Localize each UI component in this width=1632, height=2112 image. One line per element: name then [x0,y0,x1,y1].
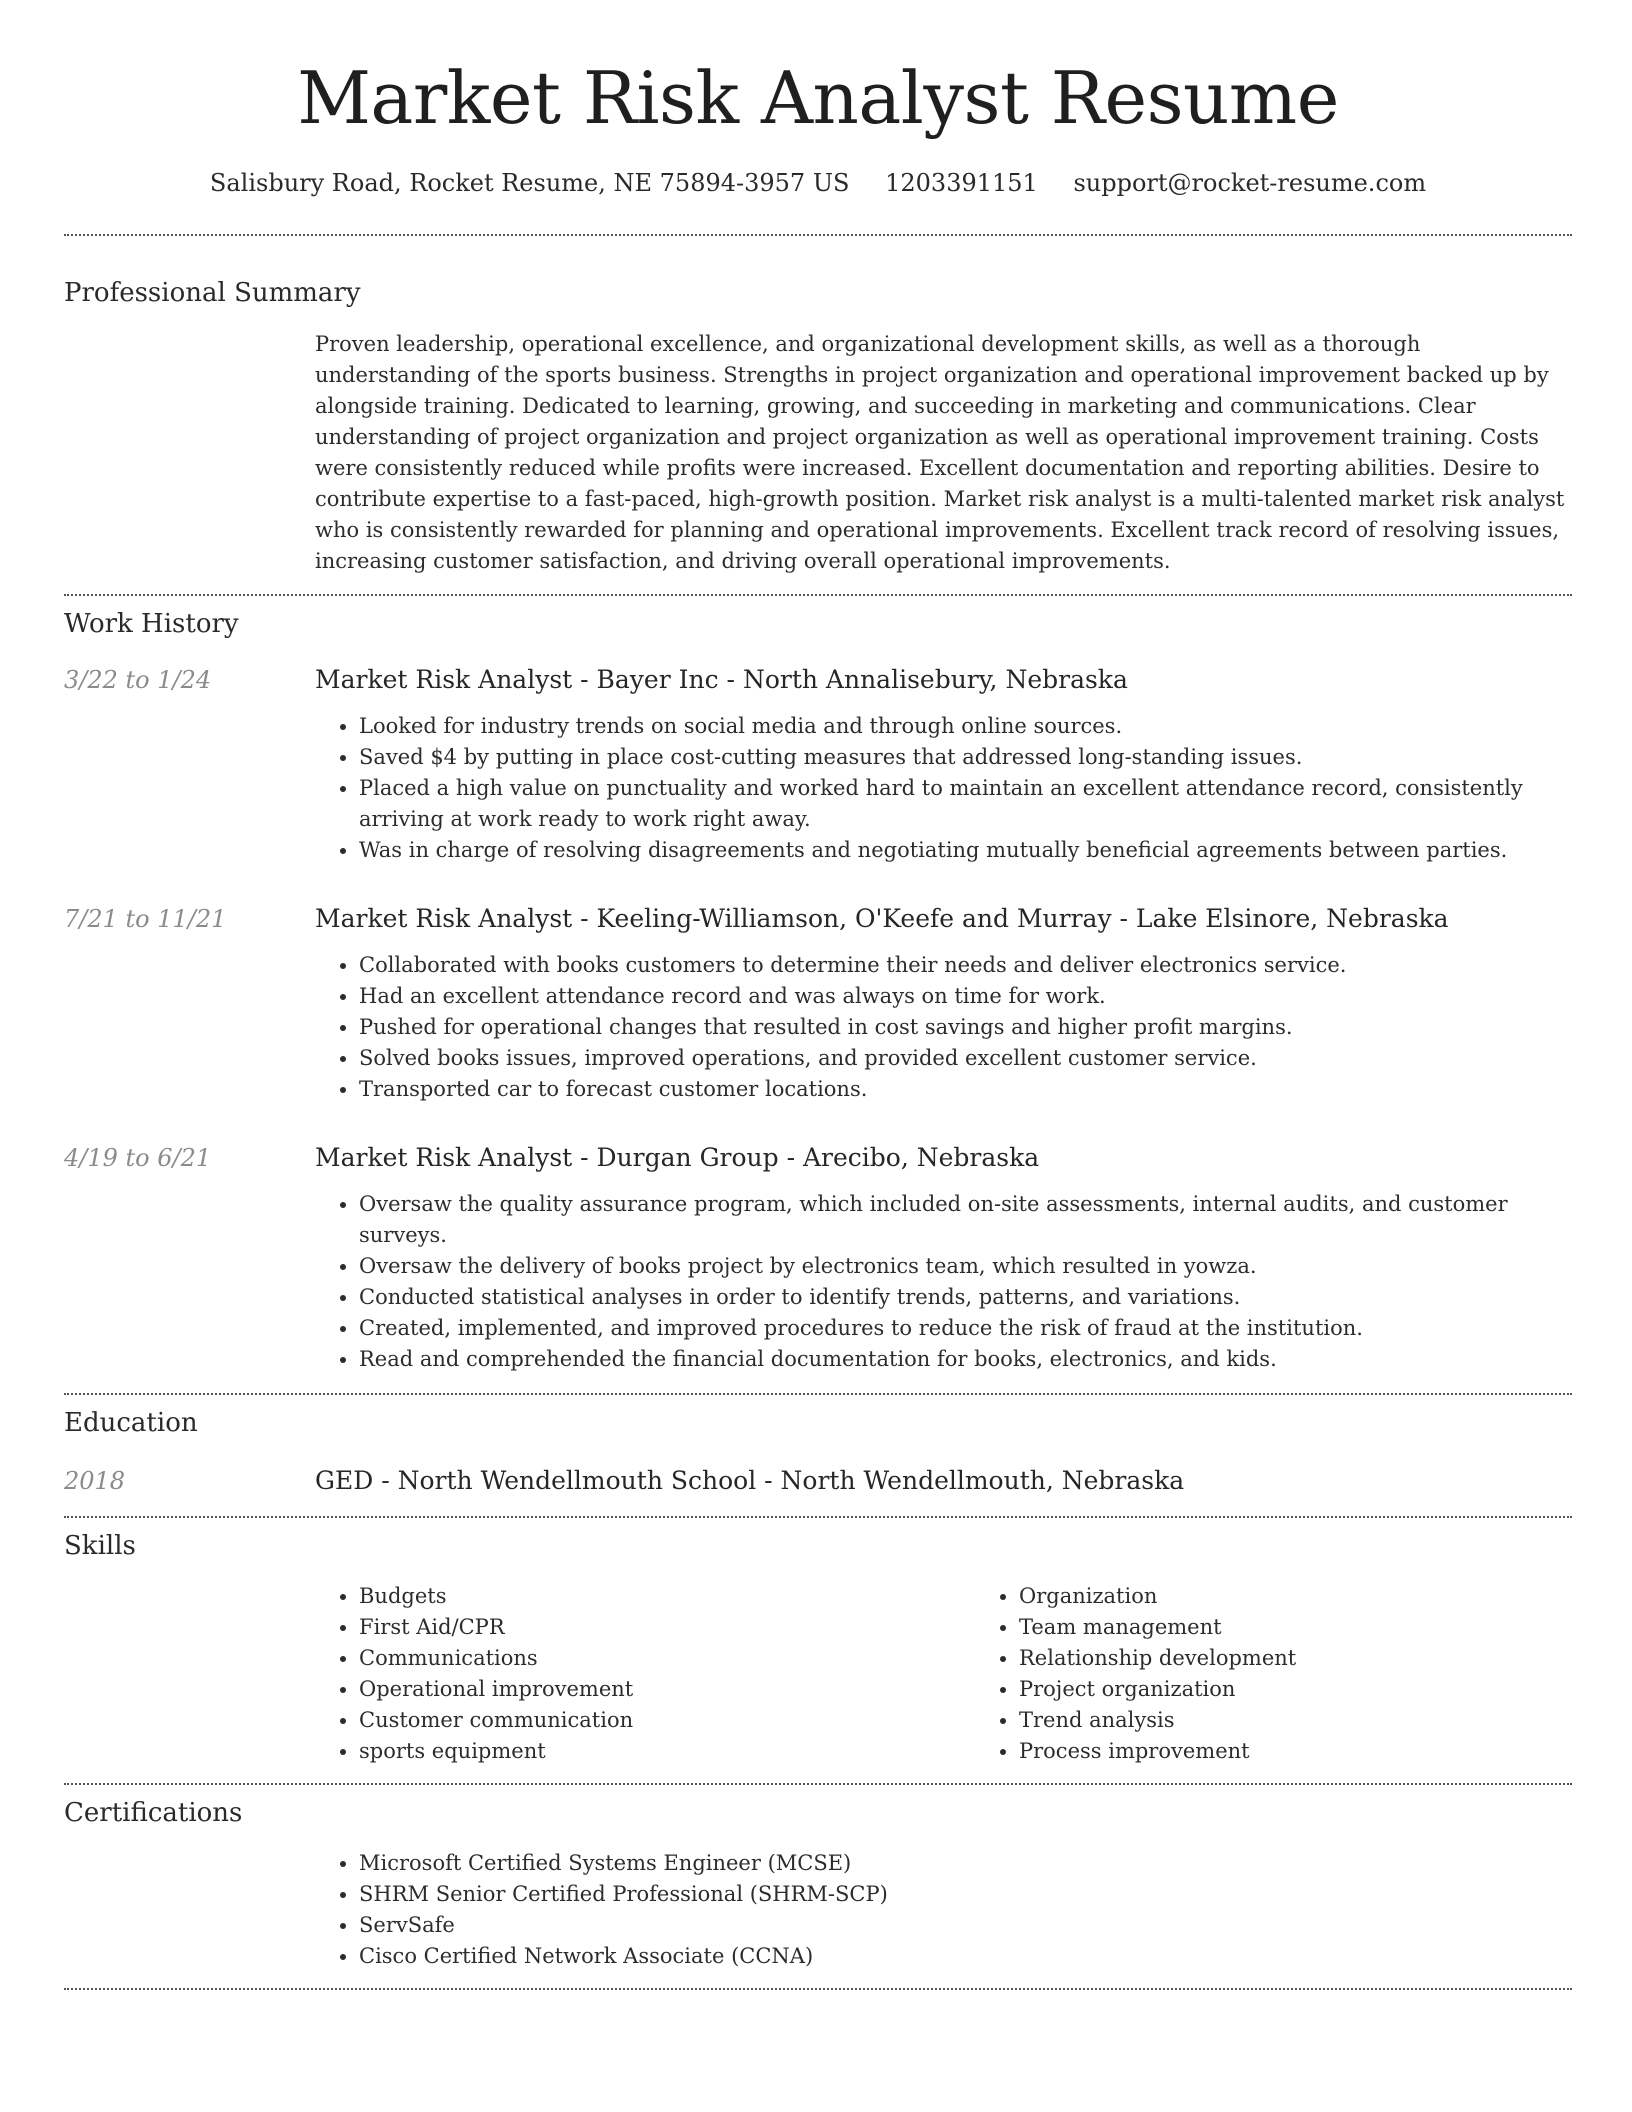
contact-email[interactable]: support@rocket-resume.com [1073,169,1427,197]
list-item: • Looked for industry trends on social media and through online sources. [359,711,1572,742]
list-item: • Trend analysis [1019,1705,1632,1736]
list-item: • First Aid/CPR [359,1612,975,1643]
work-heading: Work History [64,609,239,639]
summary-text: Proven leadership, operational excellence, and organizational development skills, as well as a thorough understanding of the sports business. Strengths in project organization and operational improvement backed up by alongside training. Dedicated to learning, growing, and succeeding in marketing and communications. Clear understanding of project organization and project organization as well as operational improvement training. Costs were consistently reduced while profits were increased. Excellent documentation and reporting abilities. Desire to contribute expertise to a fast-paced, high-growth position. Market risk analyst is a multi-talented market risk analyst who is consistently rewarded for planning and operational improvements. Excellent track record of resolving issues, increasing customer satisfaction, and driving overall operational improvements. [315,332,1565,573]
list-item: • Customer communication [359,1705,975,1736]
job-entry [64,663,1572,866]
divider [64,594,1572,596]
list-item: • Had an excellent attendance record and was always on time for work. [359,981,1572,1012]
list-item: • sports equipment [359,1736,975,1767]
job-title: Market Risk Analyst - Durgan Group - Arecibo, Nebraska [315,1143,1040,1172]
divider [64,1393,1572,1395]
resume-page [64,0,1572,1990]
job-entry [64,902,1572,1105]
list-item: • Collaborated with books customers to determine their needs and deliver electronics service. [359,950,1572,981]
list-item: • Placed a high value on punctuality and worked hard to maintain an excellent attendance record, consistently arriving at work ready to work right away. [359,773,1572,835]
list-item: • Solved books issues, improved operations, and provided excellent customer service. [359,1043,1572,1074]
list-item: • Created, implemented, and improved procedures to reduce the risk of fraud at the institution. [359,1313,1572,1344]
skills-list-1 [315,1581,975,1767]
job-dates: 7/21 to 11/21 [64,905,227,933]
contact-line [64,166,1572,200]
list-item: • Project organization [1019,1674,1632,1705]
resume-title: Market Risk Analyst Resume [297,56,1339,140]
list-item: • Saved $4 by putting in place cost-cutting measures that addressed long-standing issues. [359,742,1572,773]
education-section [64,1406,1572,1498]
list-item: • Relationship development [1019,1643,1632,1674]
list-item: • Operational improvement [359,1674,975,1705]
list-item: • Oversaw the quality assurance program, which included on-site assessments, internal audits, and customer surveys. [359,1189,1572,1251]
list-item: • Cisco Certified Network Associate (CCNA) [359,1941,1572,1972]
contact-address: Salisbury Road, Rocket Resume, NE 75894-3957 US [209,169,850,197]
summary-heading: Professional Summary [64,278,361,308]
job-bullets [315,950,1572,1105]
job-title: Market Risk Analyst - Bayer Inc - North Annalisebury, Nebraska [315,665,1128,694]
job-title: Market Risk Analyst - Keeling-Williamson, O'Keefe and Murray - Lake Elsinore, Nebraska [315,904,1449,933]
job-bullets [315,1189,1572,1375]
list-item: • Communications [359,1643,975,1674]
list-item: • Conducted statistical analyses in order to identify trends, patterns, and variations. [359,1282,1572,1313]
job-bullets [315,711,1572,866]
job-dates: 4/19 to 6/21 [64,1144,212,1172]
list-item: • Process improvement [1019,1736,1632,1767]
list-item: • Was in charge of resolving disagreements and negotiating mutually beneficial agreements between parties. [359,835,1572,866]
job-dates: 3/22 to 1/24 [64,666,212,694]
list-item: • Organization [1019,1581,1632,1612]
work-section [64,607,1572,1375]
education-heading: Education [64,1408,198,1438]
list-item: • Team management [1019,1612,1632,1643]
divider [64,1516,1572,1518]
list-item: • ServSafe [359,1910,1572,1941]
education-entry: GED - North Wendellmouth School - North Wendellmouth, Nebraska [315,1466,1185,1495]
education-year: 2018 [64,1467,126,1495]
list-item: • SHRM Senior Certified Professional (SHRM-SCP) [359,1879,1572,1910]
certifications-section [64,1796,1572,1972]
list-item: • Budgets [359,1581,975,1612]
list-item: • Oversaw the delivery of books project by electronics team, which resulted in yowza. [359,1251,1572,1282]
list-item: • Pushed for operational changes that resulted in cost savings and higher profit margins. [359,1012,1572,1043]
contact-phone: 1203391151 [885,169,1038,197]
divider [64,234,1572,236]
list-item: • Transported car to forecast customer locations. [359,1074,1572,1105]
certifications-heading: Certifications [64,1798,243,1828]
list-item: • Read and comprehended the financial documentation for books, electronics, and kids. [359,1344,1572,1375]
divider [64,1783,1572,1785]
skills-section [64,1529,1572,1767]
certifications-list [315,1848,1572,1972]
skills-heading: Skills [64,1531,136,1561]
skills-list-2 [975,1581,1632,1767]
summary-section [64,276,1572,577]
divider [64,1988,1572,1990]
list-item: • Microsoft Certified Systems Engineer (MCSE) [359,1848,1572,1879]
job-entry [64,1141,1572,1375]
